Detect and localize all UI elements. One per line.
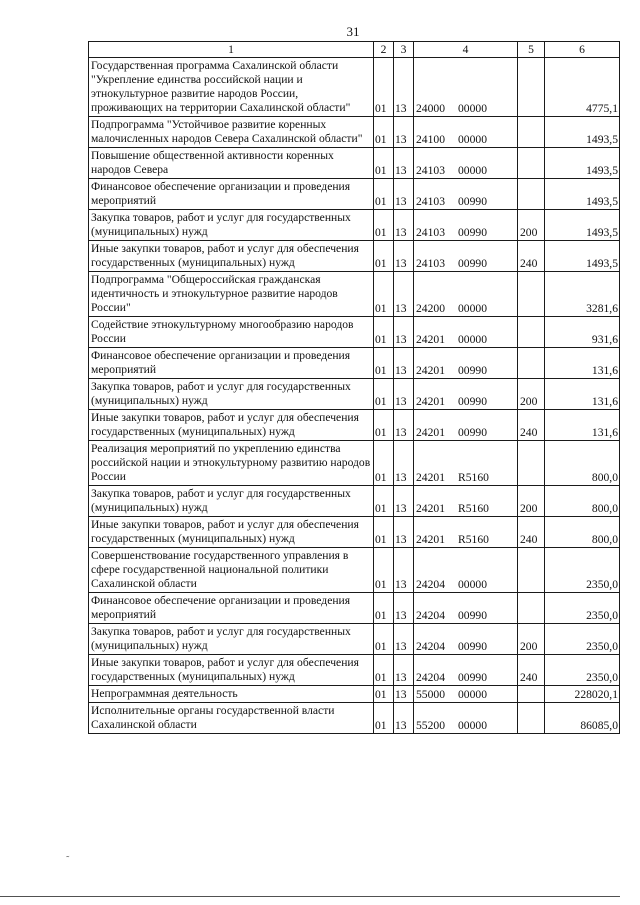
table-row <box>89 517 620 548</box>
target-code-program: 24201 <box>416 364 445 377</box>
target-code-program: 24201 <box>416 333 445 346</box>
table-row <box>89 548 620 593</box>
row-amount-cell: 3281,6 <box>545 272 620 317</box>
table-row <box>89 348 620 379</box>
row-subsection-cell: 13 <box>394 241 414 272</box>
page-number: 31 <box>346 24 360 39</box>
row-expense-type-cell: 200 <box>518 379 545 410</box>
row-expense-type-cell <box>518 441 545 486</box>
row-amount-cell: 131,6 <box>545 348 620 379</box>
table-row <box>89 179 620 210</box>
row-name-cell: Непрограммная деятельность <box>89 686 374 703</box>
table-row <box>89 379 620 410</box>
row-target-code-cell <box>414 379 518 410</box>
row-expense-type-cell <box>518 548 545 593</box>
row-name-cell: Закупка товаров, работ и услуг для государственных (муниципальных) нужд <box>89 486 374 517</box>
row-subsection-cell: 13 <box>394 410 414 441</box>
target-code-program: 24201 <box>416 426 445 439</box>
row-target-code-cell <box>414 624 518 655</box>
row-amount-cell: 800,0 <box>545 486 620 517</box>
row-target-code-cell <box>414 272 518 317</box>
row-subsection-cell: 13 <box>394 317 414 348</box>
budget-table-body <box>89 42 620 734</box>
column-header-section: 2 <box>374 42 394 58</box>
target-code-direction: 00990 <box>458 609 487 622</box>
target-code-direction: 00990 <box>458 226 487 239</box>
row-amount-cell: 131,6 <box>545 410 620 441</box>
target-code-program: 55200 <box>416 719 445 732</box>
row-name-cell: Закупка товаров, работ и услуг для государственных (муниципальных) нужд <box>89 379 374 410</box>
row-section-cell: 01 <box>374 179 394 210</box>
target-code-direction: 00000 <box>458 302 487 315</box>
row-name-cell: Иные закупки товаров, работ и услуг для обеспечения государственных (муниципальных) нужд <box>89 410 374 441</box>
target-code-direction: R5160 <box>458 471 489 484</box>
row-section-cell: 01 <box>374 703 394 734</box>
target-code-direction: 00990 <box>458 671 487 684</box>
row-target-code-cell <box>414 548 518 593</box>
row-expense-type-cell <box>518 117 545 148</box>
row-section-cell: 01 <box>374 379 394 410</box>
row-target-code-cell <box>414 410 518 441</box>
target-code-program: 24201 <box>416 533 445 546</box>
table-row <box>89 272 620 317</box>
row-target-code-cell <box>414 58 518 117</box>
row-target-code-cell <box>414 348 518 379</box>
row-amount-cell: 1493,5 <box>545 241 620 272</box>
target-code-direction: 00000 <box>458 102 487 115</box>
row-section-cell: 01 <box>374 486 394 517</box>
row-expense-type-cell <box>518 58 545 117</box>
row-amount-cell: 800,0 <box>545 441 620 486</box>
row-amount-cell: 2350,0 <box>545 655 620 686</box>
table-row <box>89 486 620 517</box>
row-subsection-cell: 13 <box>394 348 414 379</box>
target-code-program: 24201 <box>416 471 445 484</box>
row-expense-type-cell <box>518 686 545 703</box>
row-name-cell: Финансовое обеспечение организации и проведения мероприятий <box>89 348 374 379</box>
table-row <box>89 686 620 703</box>
row-expense-type-cell <box>518 272 545 317</box>
target-code-program: 55000 <box>416 688 445 701</box>
row-target-code-cell <box>414 179 518 210</box>
table-header-row <box>89 42 620 58</box>
target-code-program: 24201 <box>416 502 445 515</box>
table-row <box>89 117 620 148</box>
row-expense-type-cell: 200 <box>518 486 545 517</box>
row-subsection-cell: 13 <box>394 655 414 686</box>
row-subsection-cell: 13 <box>394 486 414 517</box>
row-amount-cell: 931,6 <box>545 317 620 348</box>
target-code-program: 24200 <box>416 302 445 315</box>
column-header-name: 1 <box>89 42 374 58</box>
target-code-program: 24100 <box>416 133 445 146</box>
row-subsection-cell: 13 <box>394 148 414 179</box>
row-name-cell: Финансовое обеспечение организации и проведения мероприятий <box>89 179 374 210</box>
row-name-cell: Иные закупки товаров, работ и услуг для обеспечения государственных (муниципальных) нужд <box>89 655 374 686</box>
table-row <box>89 58 620 117</box>
row-expense-type-cell: 240 <box>518 241 545 272</box>
table-row <box>89 624 620 655</box>
row-name-cell: Реализация мероприятий по укреплению единства российской нации и этнокультурному развитию народов России <box>89 441 374 486</box>
row-expense-type-cell <box>518 348 545 379</box>
row-target-code-cell <box>414 517 518 548</box>
row-section-cell: 01 <box>374 348 394 379</box>
row-name-cell: Иные закупки товаров, работ и услуг для обеспечения государственных (муниципальных) нужд <box>89 241 374 272</box>
target-code-direction: 00990 <box>458 395 487 408</box>
row-subsection-cell: 13 <box>394 179 414 210</box>
row-section-cell: 01 <box>374 58 394 117</box>
row-subsection-cell: 13 <box>394 58 414 117</box>
target-code-direction: 00990 <box>458 257 487 270</box>
target-code-direction: R5160 <box>458 502 489 515</box>
row-expense-type-cell <box>518 703 545 734</box>
row-expense-type-cell: 240 <box>518 410 545 441</box>
table-row <box>89 441 620 486</box>
row-subsection-cell: 13 <box>394 548 414 593</box>
row-subsection-cell: 13 <box>394 379 414 410</box>
row-section-cell: 01 <box>374 655 394 686</box>
row-name-cell: Государственная программа Сахалинской области "Укрепление единства российской нации и этнокультурное развитие народов России, проживающих на территории Сахалинской области" <box>89 58 374 117</box>
row-name-cell: Исполнительные органы государственной власти Сахалинской области <box>89 703 374 734</box>
row-section-cell: 01 <box>374 441 394 486</box>
row-target-code-cell <box>414 317 518 348</box>
row-expense-type-cell <box>518 179 545 210</box>
column-header-subsection: 3 <box>394 42 414 58</box>
table-row <box>89 148 620 179</box>
row-section-cell: 01 <box>374 686 394 703</box>
table-row <box>89 317 620 348</box>
row-amount-cell: 2350,0 <box>545 624 620 655</box>
row-expense-type-cell: 240 <box>518 517 545 548</box>
table-row <box>89 410 620 441</box>
target-code-program: 24204 <box>416 609 445 622</box>
row-subsection-cell: 13 <box>394 593 414 624</box>
row-subsection-cell: 13 <box>394 517 414 548</box>
row-subsection-cell: 13 <box>394 703 414 734</box>
target-code-direction: 00990 <box>458 195 487 208</box>
target-code-program: 24000 <box>416 102 445 115</box>
column-header-target-code: 4 <box>414 42 518 58</box>
row-amount-cell: 86085,0 <box>545 703 620 734</box>
row-section-cell: 01 <box>374 317 394 348</box>
target-code-direction: 00000 <box>458 578 487 591</box>
row-expense-type-cell: 200 <box>518 210 545 241</box>
row-expense-type-cell <box>518 593 545 624</box>
target-code-program: 24103 <box>416 164 445 177</box>
row-amount-cell: 2350,0 <box>545 593 620 624</box>
row-name-cell: Повышение общественной активности коренных народов Севера <box>89 148 374 179</box>
row-target-code-cell <box>414 117 518 148</box>
row-name-cell: Иные закупки товаров, работ и услуг для обеспечения государственных (муниципальных) нужд <box>89 517 374 548</box>
table-row <box>89 593 620 624</box>
row-section-cell: 01 <box>374 410 394 441</box>
row-name-cell: Закупка товаров, работ и услуг для государственных (муниципальных) нужд <box>89 210 374 241</box>
target-code-program: 24204 <box>416 671 445 684</box>
row-section-cell: 01 <box>374 272 394 317</box>
column-header-amount: 6 <box>545 42 620 58</box>
row-section-cell: 01 <box>374 241 394 272</box>
row-target-code-cell <box>414 703 518 734</box>
row-subsection-cell: 13 <box>394 272 414 317</box>
row-target-code-cell <box>414 210 518 241</box>
row-amount-cell: 4775,1 <box>545 58 620 117</box>
row-amount-cell: 1493,5 <box>545 117 620 148</box>
target-code-direction: 00990 <box>458 426 487 439</box>
target-code-program: 24204 <box>416 640 445 653</box>
target-code-direction: 00000 <box>458 688 487 701</box>
row-subsection-cell: 13 <box>394 441 414 486</box>
target-code-direction: 00000 <box>458 164 487 177</box>
row-subsection-cell: 13 <box>394 686 414 703</box>
row-subsection-cell: 13 <box>394 624 414 655</box>
row-amount-cell: 2350,0 <box>545 548 620 593</box>
row-amount-cell: 800,0 <box>545 517 620 548</box>
row-amount-cell: 228020,1 <box>545 686 620 703</box>
target-code-program: 24103 <box>416 195 445 208</box>
row-expense-type-cell: 240 <box>518 655 545 686</box>
row-section-cell: 01 <box>374 593 394 624</box>
target-code-program: 24204 <box>416 578 445 591</box>
row-name-cell: Подпрограмма "Общероссийская гражданская идентичность и этнокультурное развитие народов России" <box>89 272 374 317</box>
table-row <box>89 655 620 686</box>
row-amount-cell: 1493,5 <box>545 179 620 210</box>
target-code-direction: 00000 <box>458 133 487 146</box>
row-target-code-cell <box>414 441 518 486</box>
target-code-program: 24103 <box>416 257 445 270</box>
row-subsection-cell: 13 <box>394 117 414 148</box>
row-expense-type-cell <box>518 317 545 348</box>
row-expense-type-cell <box>518 148 545 179</box>
row-target-code-cell <box>414 593 518 624</box>
row-section-cell: 01 <box>374 624 394 655</box>
row-name-cell: Закупка товаров, работ и услуг для государственных (муниципальных) нужд <box>89 624 374 655</box>
scan-edge-rule <box>0 896 620 897</box>
target-code-program: 24201 <box>416 395 445 408</box>
target-code-direction: R5160 <box>458 533 489 546</box>
target-code-direction: 00000 <box>458 333 487 346</box>
scan-mark: ˜ <box>66 855 70 866</box>
row-name-cell: Финансовое обеспечение организации и проведения мероприятий <box>89 593 374 624</box>
target-code-direction: 00990 <box>458 364 487 377</box>
row-section-cell: 01 <box>374 517 394 548</box>
target-code-direction: 00000 <box>458 719 487 732</box>
row-target-code-cell <box>414 486 518 517</box>
row-section-cell: 01 <box>374 148 394 179</box>
row-target-code-cell <box>414 655 518 686</box>
column-header-expense-type: 5 <box>518 42 545 58</box>
target-code-direction: 00990 <box>458 640 487 653</box>
table-row <box>89 703 620 734</box>
table-row <box>89 241 620 272</box>
row-section-cell: 01 <box>374 117 394 148</box>
budget-table <box>88 41 620 734</box>
row-expense-type-cell: 200 <box>518 624 545 655</box>
row-name-cell: Совершенствование государственного управления в сфере государственной национальной политики Сахалинской области <box>89 548 374 593</box>
target-code-program: 24103 <box>416 226 445 239</box>
row-target-code-cell <box>414 686 518 703</box>
row-target-code-cell <box>414 241 518 272</box>
table-row <box>89 210 620 241</box>
row-section-cell: 01 <box>374 548 394 593</box>
row-name-cell: Содействие этнокультурному многообразию народов России <box>89 317 374 348</box>
row-section-cell: 01 <box>374 210 394 241</box>
row-subsection-cell: 13 <box>394 210 414 241</box>
row-amount-cell: 1493,5 <box>545 210 620 241</box>
row-amount-cell: 131,6 <box>545 379 620 410</box>
row-name-cell: Подпрограмма "Устойчивое развитие коренных малочисленных народов Севера Сахалинской области" <box>89 117 374 148</box>
row-target-code-cell <box>414 148 518 179</box>
row-amount-cell: 1493,5 <box>545 148 620 179</box>
